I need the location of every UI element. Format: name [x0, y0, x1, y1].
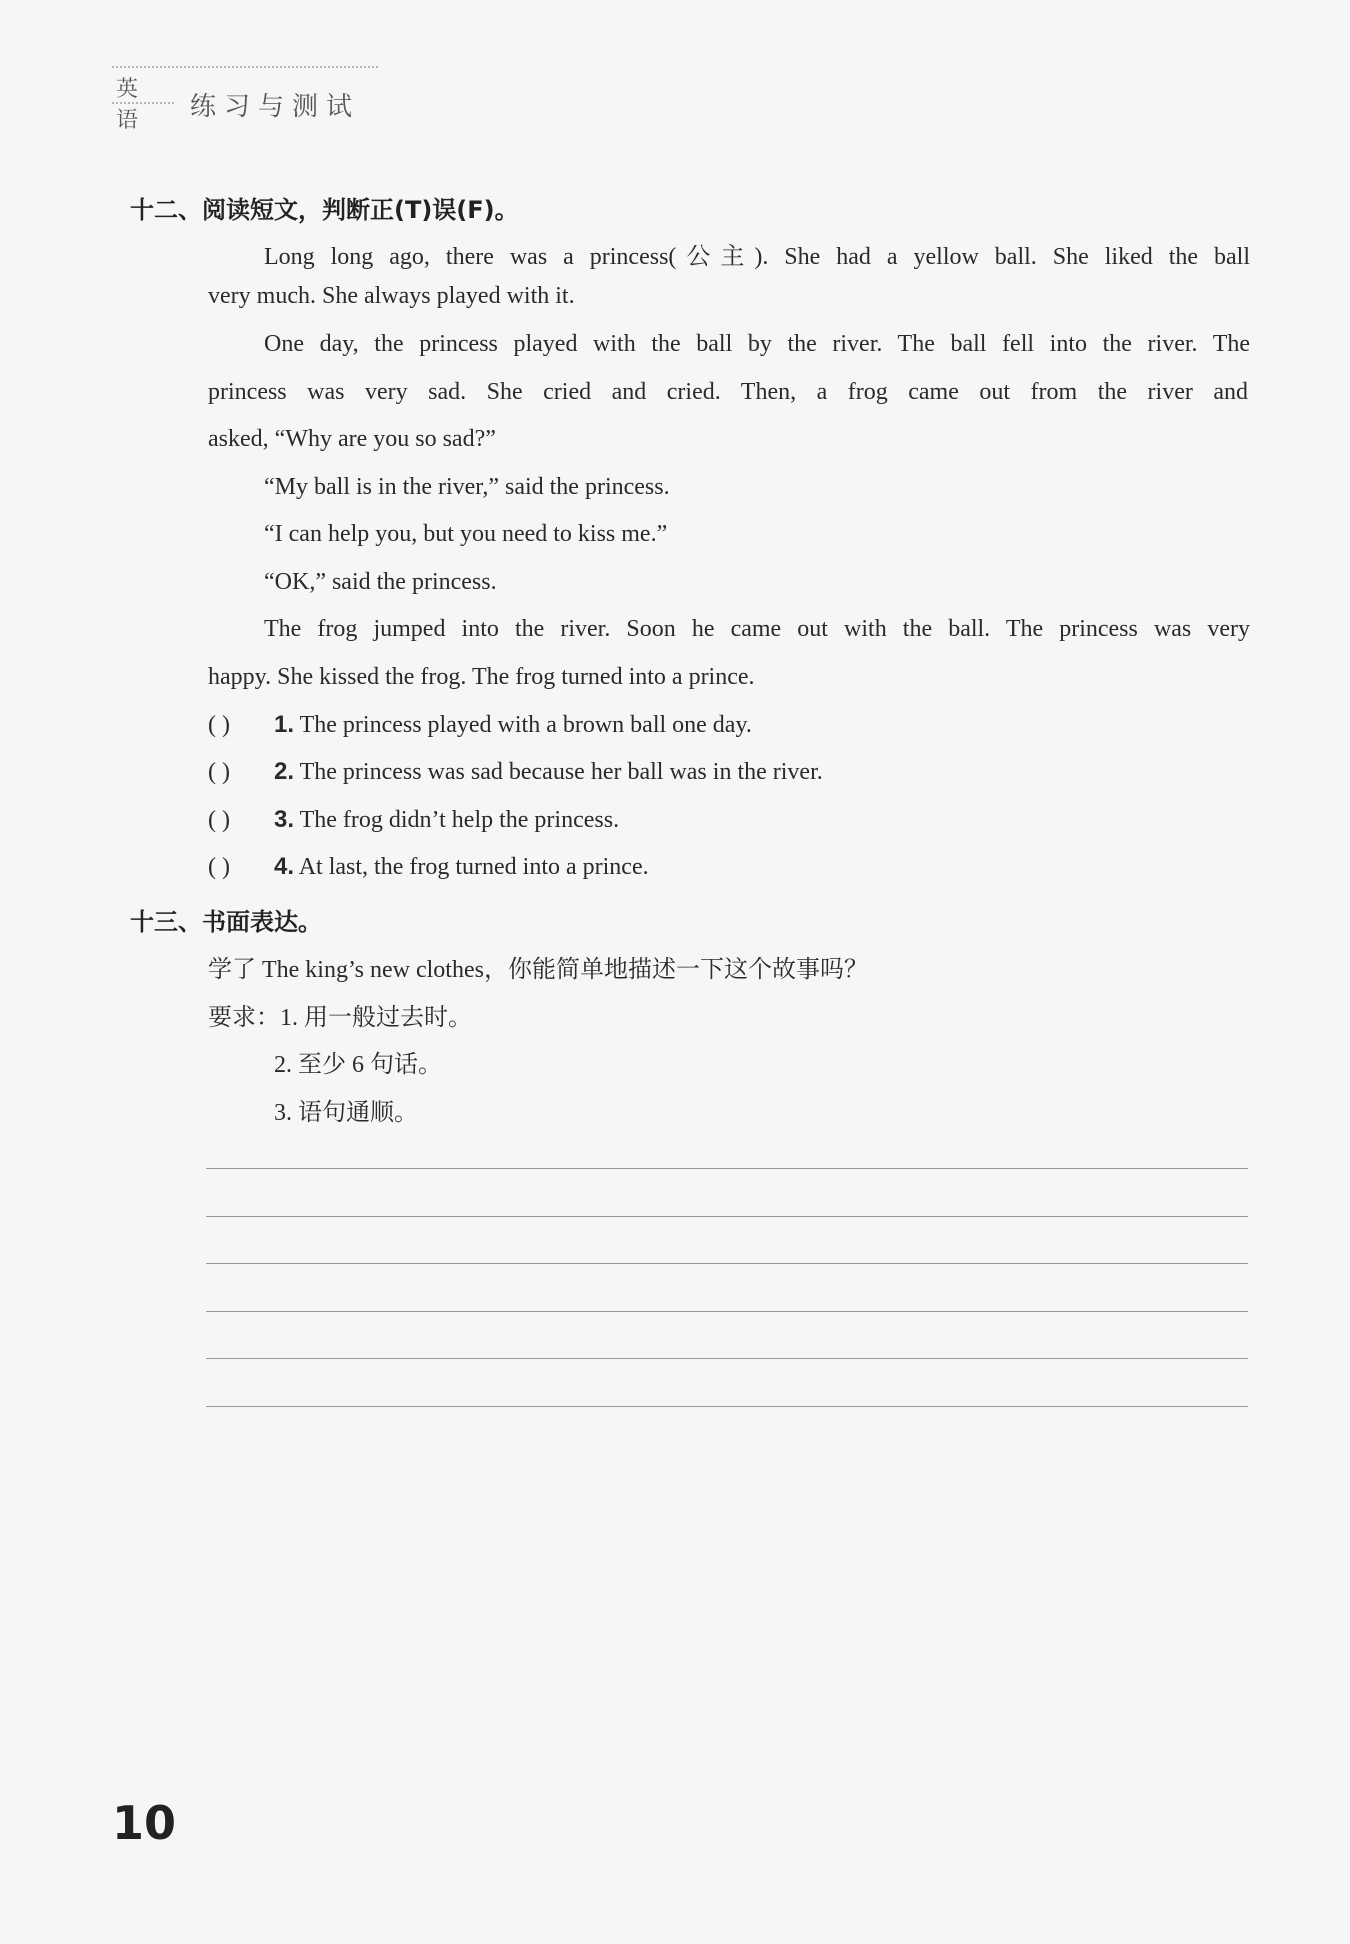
writing-line[interactable]: [206, 1358, 1248, 1359]
header-subject: 英语: [116, 77, 141, 133]
passage-line: princess was very sad. She cried and cried. Then, a frog came out from the river and: [208, 379, 1248, 405]
passage-line: “I can help you, but you need to kiss me.”: [264, 521, 668, 547]
passage-line: asked, “Why are you so sad?”: [208, 426, 496, 452]
page-number: 10: [112, 1796, 177, 1850]
passage-line: very much. She always played with it.: [208, 283, 575, 309]
passage-line: “My ball is in the river,” said the princess.: [264, 474, 670, 500]
writing-line[interactable]: [206, 1263, 1248, 1264]
passage-line: Long long ago, there was a princess(公主). She had a yellow ball. She liked the ball: [264, 244, 1250, 270]
question-item: [208, 806, 619, 834]
writing-line[interactable]: [206, 1168, 1248, 1169]
question-number: 1.: [274, 711, 295, 738]
header-subject-underline: [112, 102, 174, 104]
answer-blank[interactable]: ( ): [208, 759, 230, 785]
writing-line[interactable]: [206, 1406, 1248, 1407]
answer-blank[interactable]: ( ): [208, 854, 230, 880]
question-text: The princess played with a brown ball one day.: [299, 712, 752, 738]
writing-line[interactable]: [206, 1311, 1248, 1312]
question-number: 4.: [274, 853, 295, 880]
header-dotted-line: [112, 66, 378, 68]
answer-blank[interactable]: ( ): [208, 807, 230, 833]
question-item: [208, 758, 823, 786]
question-text: The princess was sad because her ball was in the river.: [299, 759, 823, 785]
question-text: The frog didn’t help the princess.: [299, 807, 620, 833]
question-item: [208, 853, 649, 881]
passage-line: The frog jumped into the river. Soon he came out with the ball. The princess was very: [264, 616, 1250, 642]
writing-line[interactable]: [206, 1216, 1248, 1217]
passage-line: happy. She kissed the frog. The frog turned into a prince.: [208, 664, 755, 690]
section-13-title: 十三、书面表达。: [130, 908, 322, 936]
question-number: 2.: [274, 758, 295, 785]
requirement: 3. 语句通顺。: [274, 1100, 418, 1126]
requirement: 要求：1. 用一般过去时。: [208, 1005, 472, 1031]
question-item: [208, 711, 752, 739]
question-number: 3.: [274, 806, 295, 833]
passage-line: “OK,” said the princess.: [264, 569, 497, 595]
requirement: 2. 至少 6 句话。: [274, 1052, 442, 1078]
header-title: 练习与测试: [190, 92, 361, 122]
writing-prompt: 学了 The king’s new clothes，你能简单地描述一下这个故事吗？: [208, 957, 868, 983]
question-text: At last, the frog turned into a prince.: [298, 854, 649, 880]
passage-line: One day, the princess played with the ball by the river. The ball fell into the river. The: [264, 331, 1250, 357]
section-12-title: 十二、阅读短文，判断正(T)误(F)。: [130, 196, 519, 224]
answer-blank[interactable]: ( ): [208, 712, 230, 738]
